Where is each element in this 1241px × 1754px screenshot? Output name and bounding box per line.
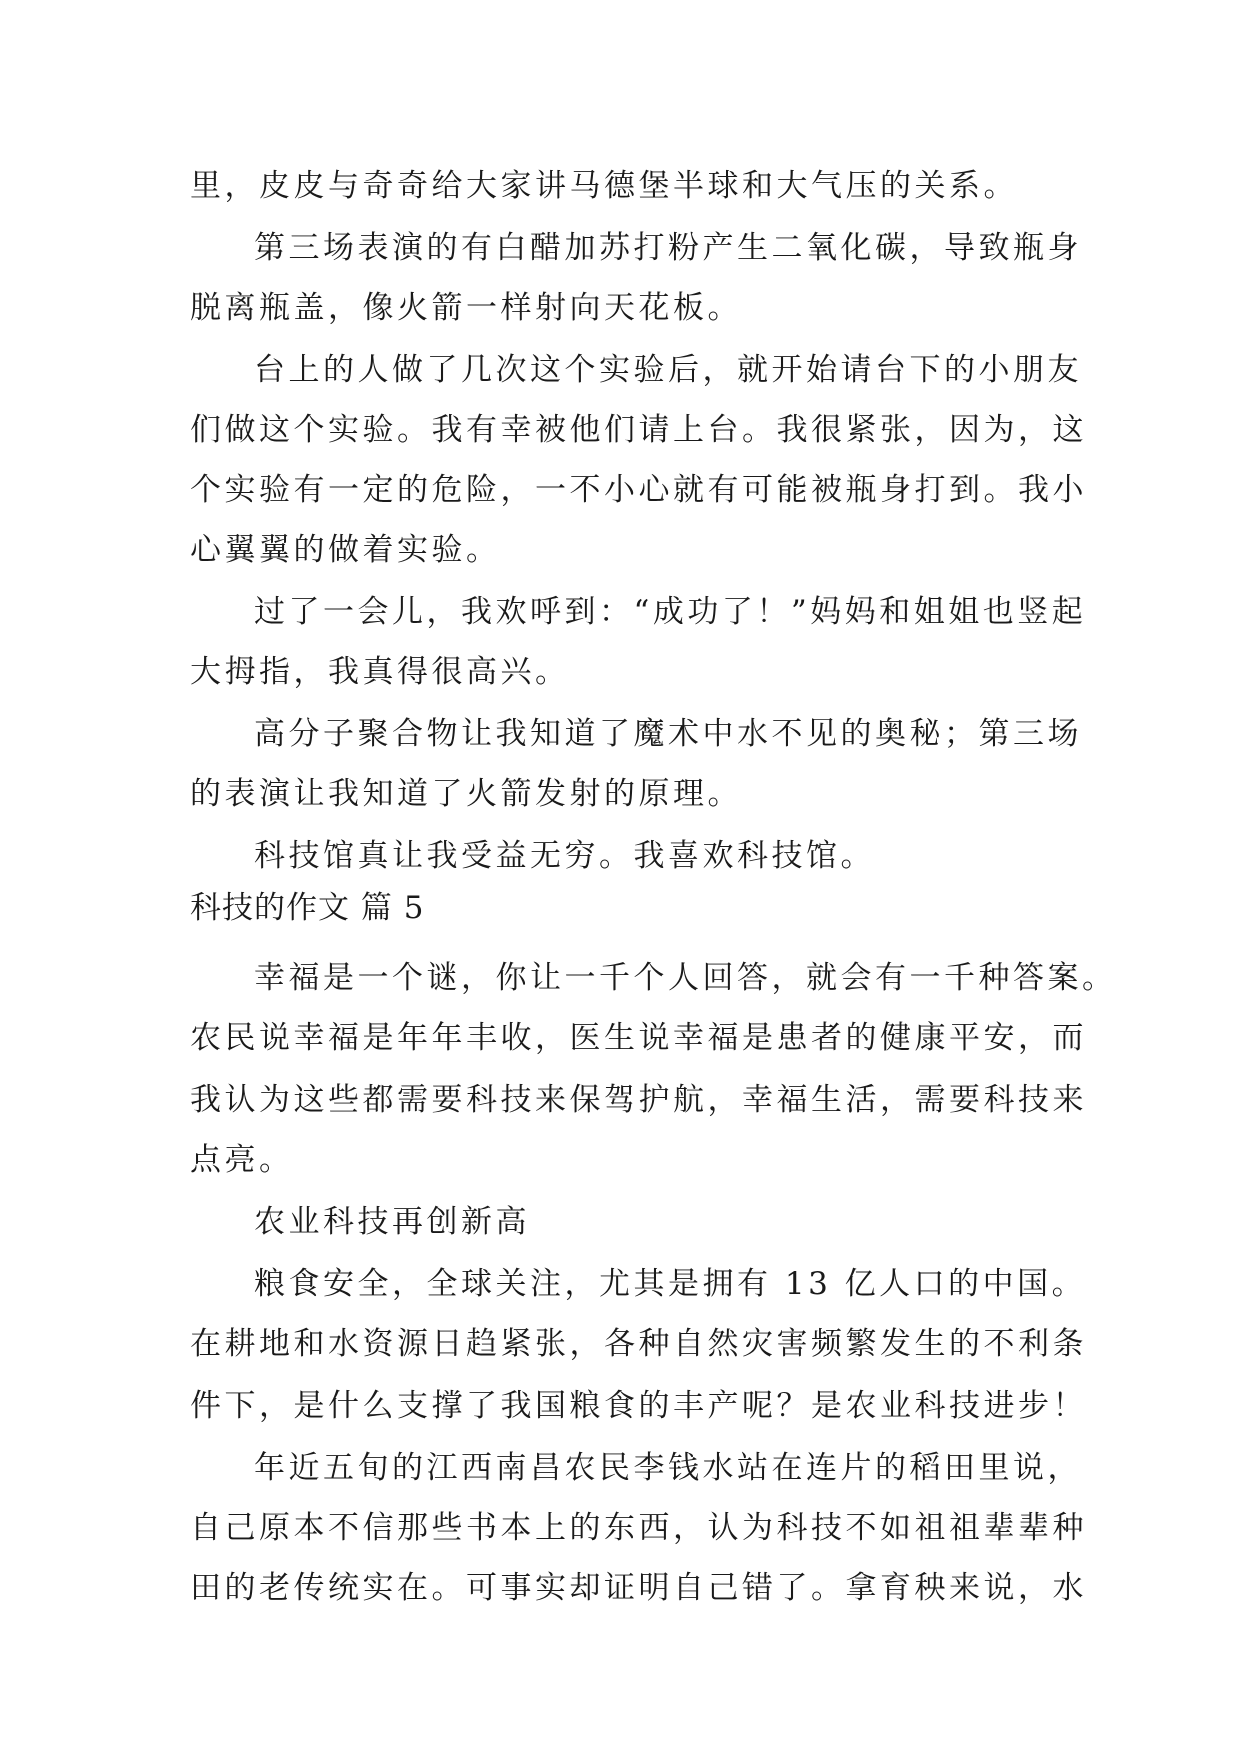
text-line: 个实验有一定的危险，一不小心就有可能被瓶身打到。我小 <box>190 472 1087 508</box>
text-line: 自己原本不信那些书本上的东西，认为科技不如祖祖辈辈种 <box>190 1510 1087 1546</box>
text-line: 心翼翼的做着实验。 <box>190 532 501 568</box>
paragraph-first-line: 幸福是一个谜，你让一千个人回答，就会有一千种答案。 <box>254 960 1117 996</box>
paragraph-first-line: 第三场表演的有白醋加苏打粉产生二氧化碳，导致瓶身 <box>254 230 1082 266</box>
text-line: 脱离瓶盖，像火箭一样射向天花板。 <box>190 290 742 326</box>
text-line: 在耕地和水资源日趋紧张，各种自然灾害频繁发生的不利条 <box>190 1326 1087 1362</box>
paragraph-first-line: 粮食安全，全球关注，尤其是拥有 13 亿人口的中国。 <box>254 1266 1087 1302</box>
text-line: 的表演让我知道了火箭发射的原理。 <box>190 776 742 812</box>
text-line: 们做这个实验。我有幸被他们请上台。我很紧张，因为，这 <box>190 412 1087 448</box>
paragraph-first-line: 过了一会儿，我欢呼到：“成功了！”妈妈和姐姐也竖起 <box>254 594 1087 630</box>
text-line: 我认为这些都需要科技来保驾护航，幸福生活，需要科技来 <box>190 1082 1087 1118</box>
section-heading: 科技的作文 篇 5 <box>190 890 425 926</box>
paragraph-first-line: 高分子聚合物让我知道了魔术中水不见的奥秘；第三场 <box>254 716 1082 752</box>
text-line: 田的老传统实在。可事实却证明自己错了。拿育秧来说，水 <box>190 1570 1087 1606</box>
text-line: 大拇指，我真得很高兴。 <box>190 654 570 690</box>
subheading: 农业科技再创新高 <box>254 1204 530 1240</box>
paragraph-first-line: 台上的人做了几次这个实验后，就开始请台下的小朋友 <box>254 352 1082 388</box>
paragraph-first-line: 年近五旬的江西南昌农民李钱水站在连片的稻田里说， <box>254 1450 1082 1486</box>
text-line: 里，皮皮与奇奇给大家讲马德堡半球和大气压的关系。 <box>190 168 1018 204</box>
text-line: 农民说幸福是年年丰收，医生说幸福是患者的健康平安，而 <box>190 1020 1087 1056</box>
paragraph-first-line: 科技馆真让我受益无穷。我喜欢科技馆。 <box>254 838 875 874</box>
text-line: 件下，是什么支撑了我国粮食的丰产呢？是农业科技进步！ <box>190 1388 1087 1424</box>
text-line: 点亮。 <box>190 1142 294 1178</box>
